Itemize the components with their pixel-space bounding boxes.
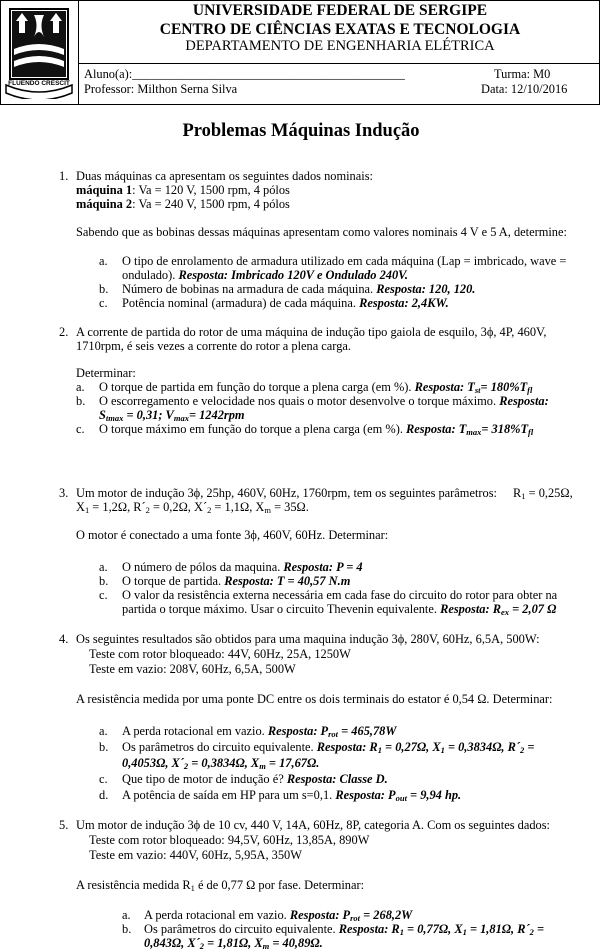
item-text: A perda rotacional em vazio. Resposta: $P_{rot} = 465,78W$ <box>122 724 397 739</box>
item-text: O torque de partida. Resposta: T = 40,57 N.m <box>122 574 351 588</box>
item-label: a. <box>76 380 85 394</box>
question-text: máquina 1: Va = 120 V, 1500 rpm, 4 pólos <box>76 183 290 197</box>
question-text: 1710rpm, é seis vezes a corrente do rotor a plena carga. <box>76 339 352 353</box>
answer-text: Resposta: $R_1 = 0,77\Omega$, $X_1 = 1,81\Omega$, $R´_2$ = <box>338 922 545 937</box>
logo-motto: FLUENDO CRESCIT <box>8 80 70 87</box>
answer-text: Resposta: 2,4KW. <box>359 296 449 310</box>
item-text: Os parâmetros do circuito equivalente. Resposta: $R_1 = 0,77\Omega$, $X_1 = 1,81\Omega$, $R´_2$ = <box>144 922 545 937</box>
item-label: c. <box>99 588 108 602</box>
item-text: O número de pólos da maquina. Resposta: P = 4 <box>122 560 363 574</box>
item-text: O tipo de enrolamento de armadura utilizado em cada máquina (Lap = imbricado, wave = <box>122 254 567 268</box>
item-text: O escorregamento e velocidade nos quais o motor desenvolve o torque máximo. Resposta: <box>99 394 549 408</box>
answer-text: 0,4053Ω, $X´_2 = 0,3834\Omega$, $X_m = 17,67\Omega$. <box>122 756 320 771</box>
question-text: Os seguintes resultados são obtidos para uma maquina indução 3ϕ, 280V, 60Hz, 6,5A, 500W: <box>76 632 540 646</box>
item-text: O torque máximo em função do torque a plena carga (em %). Resposta: $T_{max}= 318\%T_{fl}$ <box>99 422 534 437</box>
item-text: A potência de saída em HP para um s=0,1. Resposta: $P_{out} = 9,94$ hp. <box>122 788 462 803</box>
professor-label: Professor: Milthon Serna Silva <box>84 82 238 96</box>
item-label: a. <box>99 724 108 738</box>
question-text: máquina 2: Va = 240 V, 1500 rpm, 4 pólos <box>76 197 290 211</box>
item-label: c. <box>76 422 85 436</box>
question-number: 1. <box>59 169 69 183</box>
answer-text: Resposta: $P_{rot} = 465,78W$ <box>267 724 397 739</box>
item-label: b. <box>99 740 109 754</box>
answer-text: Resposta: Classe D. <box>286 772 388 786</box>
item-label: b. <box>122 922 132 936</box>
item-label: c. <box>99 296 108 310</box>
question-text: Sabendo que as bobinas dessas máquinas apresentam como valores nominais 4 V e 5 A, determine: <box>76 225 567 239</box>
item-text: Potência nominal (armadura) de cada máquina. Resposta: 2,4KW. <box>122 296 449 310</box>
answer-text: Resposta: $T_{st}= 180\%T_{fl}$ <box>414 380 533 395</box>
answer-text: Resposta: $P_{rot} = 268,2W$ <box>289 908 413 923</box>
item-label: a. <box>122 908 131 922</box>
question-text: $R_1 = 0,25\Omega$, <box>513 486 573 501</box>
item-text: Número de bobinas na armadura de cada máquina. Resposta: 120, 120. <box>122 282 476 296</box>
question-number: 4. <box>59 632 69 646</box>
item-text: O valor da resistência externa necessária em cada fase do circuito do rotor para obter na <box>122 588 558 602</box>
answer-text: Resposta: T = 40,57 N.m <box>224 574 351 588</box>
student-field[interactable]: Aluno(a):____________________________________________ <box>84 67 405 81</box>
item-label: b. <box>99 282 109 296</box>
question-text: A resistência medida por uma ponte DC entre os dois terminais do estator é 0,54 Ω. Determinar: <box>76 692 553 706</box>
answer-text: $S_{tmax} = 0,31$; $V_{max}= 1242rpm$ <box>99 408 245 423</box>
department-name: DEPARTAMENTO DE ENGENHARIA ELÉTRICA <box>185 38 495 54</box>
item-label: d. <box>99 788 109 802</box>
answer-text: Resposta: <box>499 394 549 408</box>
item-label: a. <box>99 560 108 574</box>
item-label: a. <box>99 254 108 268</box>
answer-text: 0,843Ω, $X´_2 = 1,81\Omega$, $X_m = 40,89\Omega$. <box>144 936 323 951</box>
question-number: 2. <box>59 325 69 339</box>
question-number: 3. <box>59 486 69 500</box>
item-text: partida o torque máximo. Usar o circuito Thevenin equivalente. Resposta: $R_{ex} = 2,07$ Ω <box>122 602 557 617</box>
question-text: Duas máquinas ca apresentam os seguintes dados nominais: <box>76 169 373 183</box>
item-text: ondulado). Resposta: Imbricado 120V e Ondulado 240V. <box>122 268 408 282</box>
item-label: b. <box>99 574 109 588</box>
question-text: Determinar: <box>76 366 136 380</box>
item-label: b. <box>76 394 86 408</box>
question-text: Teste com rotor bloqueado: 44V, 60Hz, 25A, 1250W <box>89 647 351 661</box>
header-divider <box>78 63 600 64</box>
question-text: A resistência medida $R_1$ é de 0,77 Ω por fase. Determinar: <box>76 878 365 893</box>
class-label: Turma: M0 <box>494 67 551 81</box>
question-text: Um motor de indução 3ϕ de 10 cv, 440 V, 14A, 60Hz, 8P, categoria A. Com os seguintes dados: <box>76 818 550 832</box>
answer-text: Resposta: $T_{max}= 318\%T_{fl}$ <box>406 422 534 437</box>
question-text: Teste em vazio: 440V, 60Hz, 5,95A, 350W <box>89 848 302 862</box>
item-text: A perda rotacional em vazio. Resposta: $P_{rot} = 268,2W$ <box>144 908 413 923</box>
question-text: O motor é conectado a uma fonte 3ϕ, 460V, 60Hz. Determinar: <box>76 528 389 542</box>
item-text: Que tipo de motor de indução é? Resposta: Classe D. <box>122 772 388 786</box>
center-name: CENTRO DE CIÊNCIAS EXATAS E TECNOLOGIA <box>159 21 521 38</box>
date-label: Data: 12/10/2016 <box>481 82 568 96</box>
university-name: UNIVERSIDADE FEDERAL DE SERGIPE <box>192 2 488 19</box>
answer-text: Resposta: $P_{out} = 9,94$ hp. <box>335 788 462 803</box>
answer-text: Resposta: $R_{ex} = 2,07$ Ω <box>440 602 557 617</box>
item-text: O torque de partida em função do torque a plena carga (em %). Resposta: $T_{st}= 180\%T_{fl}$ <box>99 380 533 395</box>
answer-text: Resposta: 120, 120. <box>376 282 476 296</box>
item-label: c. <box>99 772 108 786</box>
item-text: Os parâmetros do circuito equivalente. Resposta: $R_1 = 0,27\Omega$, $X_1 = 0,3834\Omega$, $R´_2$ = <box>122 740 535 755</box>
header-divider <box>78 0 79 104</box>
question-text: A corrente de partida do rotor de uma máquina de indução tipo gaiola de esquilo, 3ϕ, 4P, 460V, <box>76 325 547 339</box>
question-number: 5. <box>59 818 69 832</box>
answer-text: Resposta: P = 4 <box>283 560 363 574</box>
question-text: $X_1 = 1,2\Omega$, $R´_2 = 0,2\Omega$, $X´_2 = 1,1\Omega$, $X_m = 35\Omega$. <box>76 500 309 515</box>
question-text: Teste em vazio: 208V, 60Hz, 6,5A, 500W <box>89 662 296 676</box>
page-title: Problemas Máquinas Indução <box>182 121 420 141</box>
question-text: Teste com rotor bloqueado: 94,5V, 60Hz, 13,85A, 890W <box>89 833 370 847</box>
answer-text: Resposta: Imbricado 120V e Ondulado 240V. <box>178 268 408 282</box>
question-text: Um motor de indução 3ϕ, 25hp, 460V, 60Hz, 1760rpm, tem os seguintes parâmetros: <box>76 486 497 500</box>
answer-text: Resposta: $R_1 = 0,27\Omega$, $X_1 = 0,3834\Omega$, $R´_2$ = <box>316 740 535 755</box>
